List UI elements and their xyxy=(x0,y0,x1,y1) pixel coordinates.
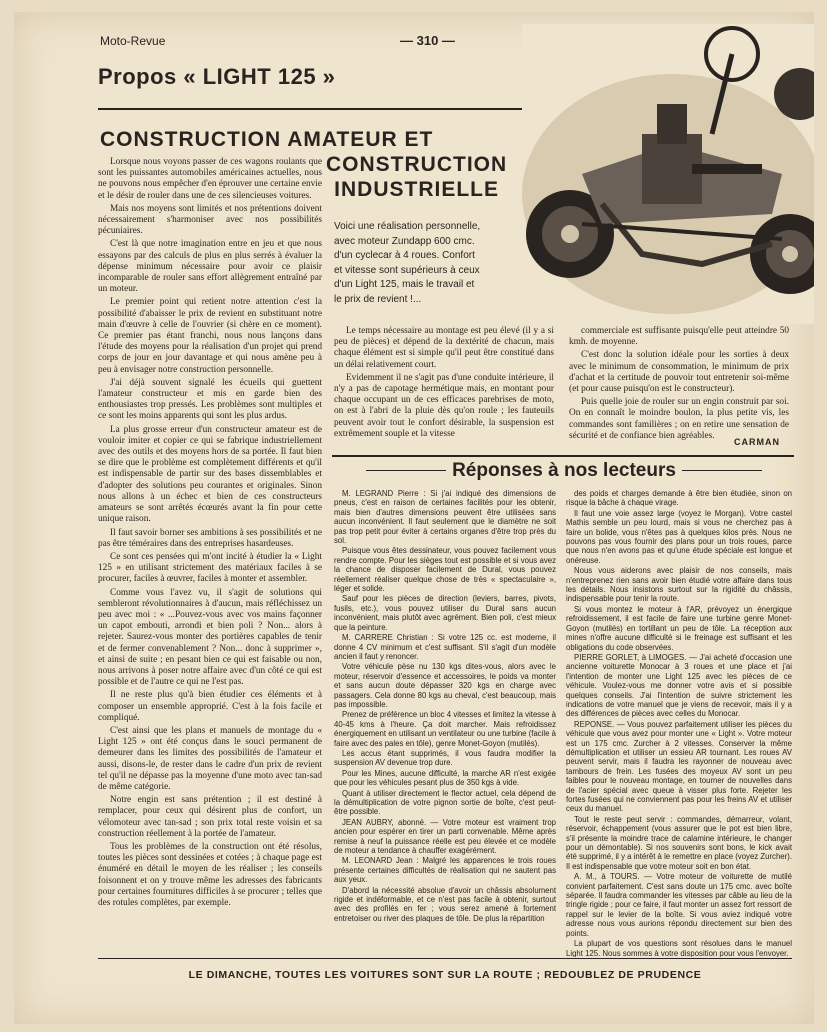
response-paragraph: Tout le reste peut servir : commandes, démarreur, volant, réservoir, échappement (vous assurer que le pot est bien libre, s'il présente la moindre trace de calamine intérieure, le changer pour un démontable). Si nos souvenirs sont bons, le kick avait été supprimé, il y a intérêt à le remettre en place (voyez Zurcher). Il est indispensable que votre moteur soit en bon état. xyxy=(566,814,792,871)
paragraph: C'est donc la solution idéale pour les sorties à deux avec le minimum de consommation, le minimum de prix d'achat et la certitude de pouvoir tout entretenir soi-même (et pour cause puisqu'on est le constructeur). xyxy=(569,350,789,395)
response-paragraph: M. LEGRAND Pierre : Si j'ai indiqué des dimensions de pneus, c'est en raison de certaines facilités pour les obtenir, mais bien d'autres dimensions peuvent être utilisées sans aucun inconvénient. Il faut seulement que le diamètre ne soit pas trop petit pour éviter à certains organes d'être trop près du sol. xyxy=(334,489,556,546)
responses-top-rule xyxy=(332,455,794,457)
paragraph: Comme vous l'avez vu, il s'agit de solutions qui sembleront révolutionnaires à d'aucun, mais réfléchissez un peu avec moi : « ...Pouvez-vous avec vos mains façonner un capot embouti, arrondi et bien poli ? Non... alors à rejeter. Saurez-vous monter des portières capables de tenir et de fermer convenablement ? Non... donc à supprimer », et ainsi de suite ; en pesant bien ce qui est faisable ou non, nous arrivons à poser notre affaire avec d'un côté ce qui est possible et de l'autre ce qui ne l'est pas. xyxy=(98,587,322,688)
magazine-name: Moto-Revue xyxy=(100,34,166,48)
page-number: — 310 — xyxy=(400,33,455,48)
paragraph: Evidemment il ne s'agit pas d'une conduite intérieure, il n'y a pas de capotage hermétique mais, en montant pour chaque occupant un de ces efficaces parebrises de moto, on est à l'abri de la pluie dès qu'on roule ; les fauteuils peuvent avoir tout le confort désirable, la suspension est extrêmement souple et la vitesse xyxy=(334,372,554,439)
responses-title: Réponses à nos lecteurs xyxy=(452,460,676,481)
article-column-3 xyxy=(569,326,789,450)
article-signature: CARMAN xyxy=(734,437,780,447)
response-paragraph: Puisque vous êtes dessinateur, vous pouvez facilement vous rendre compte. Pour les sièges tout est possible et si vous avez la chance de disposer facilement de Dural, vous pouvez réellement réaliser quelque chose de très « spectaculaire », léger et solide. xyxy=(334,546,556,594)
response-paragraph: Si vous montez le moteur à l'AR, prévoyez un énergique refroidissement, il est facile de faire une turbine genre Monet-Goyon (mutilés) en tortillant un peu de tôle. La réception aux mines n'offre aucune difficulté si le freinage est suffisant et les obligations du code observées. xyxy=(566,604,792,652)
article-title-line1: CONSTRUCTION AMATEUR ET xyxy=(100,128,434,151)
article-intro xyxy=(334,220,484,307)
paragraph: Il ne reste plus qu'à bien étudier ces éléments et à composer un ensemble approprié. C'est à la fois facile et compliqué. xyxy=(98,690,322,723)
response-paragraph: Prenez de préférence un bloc 4 vitesses et limitez la vitesse à 40-45 kms à l'heure. Ça doit marcher. Mais refroidissez énergiquement en utilisant un ventilateur ou une turbine (facile à faire avec des pales en tôle), genre Monet-Goyon (mutilés). xyxy=(334,710,556,748)
response-paragraph: Votre véhicule pèse nu 130 kgs dites-vous, alors avec le moteur, réservoir d'essence et accessoires, le poids va monter et sans aucun doute dépasser 320 kgs en charge avec passagers. Cela donne 80 kgs au cheval, c'est beaucoup, mais pas impossible. xyxy=(334,662,556,709)
paragraph: Puis quelle joie de rouler sur un engin construit par soi. On en connaît le moindre boulon, la plus petite vis, les commandes sont familières ; on en retire une sensation de sécurité et de confiance bien agréables. xyxy=(569,397,789,441)
article-title-line3: INDUSTRIELLE xyxy=(334,178,499,201)
response-paragraph: D'abord la nécessité absolue d'avoir un châssis absolument rigide et indéformable, et ce n'est pas facile à obtenir, surtout avec des profilés en fer ; vous serez amené à fortement entretoiser ou river des plaques de tôle. De plus la répartition xyxy=(334,885,556,923)
article-title-line2: CONSTRUCTION xyxy=(326,153,508,176)
footer-slogan: LE DIMANCHE, TOUTES LES VOITURES SONT SUR LA ROUTE ; REDOUBLEZ DE PRUDENCE xyxy=(188,969,702,981)
paragraph: Le premier point qui retient notre attention c'est la possibilité d'abaisser le prix de revient en substituant notre main d'œuvre à celle de l'ouvrier (si chère en ce moment). Ce premier pas étant franchi, nous nous lançons dans l'étude des moyens pour la réalisation d'un projet qui prend corps de jour en jour davantage et qui nous amène peu à peu à envisager notre construction personnelle. xyxy=(98,297,322,375)
response-paragraph: PIERRE GORLET, à LIMOGES. — J'ai acheté d'occasion une ancienne voiturette Monocar à 3 roues et une place et j'ai l'intention de monter une Light 125 avec les pièces de ce véhicule. Voulez-vous me donner votre avis et si possible quelques conseils. J'ai l'intention de suivre strictement les indications de votre manuel que je viens de recevoir, mais il y a des différences de pièces avec celles du Monocar. xyxy=(566,652,792,719)
responses-column-2 xyxy=(566,489,792,957)
footer-rule xyxy=(98,958,792,959)
response-paragraph: JEAN AUBRY, abonné. — Votre moteur est vraiment trop ancien pour espérer en tirer un parti convenable. Même après remise à neuf la puissance réelle est peu élevée et ce modèle de moteur a tendance à chauffer exagérément. xyxy=(334,817,556,856)
section-title: Propos « LIGHT 125 » xyxy=(98,64,336,89)
response-paragraph: Pour les Mines, aucune difficulté, la marche AR n'est exigée que pour les véhicules pesant plus de 350 kgs à vide. xyxy=(334,768,556,788)
response-paragraph: Il faut une voie assez large (voyez le Morgan). Votre castel Mathis semble un peu lourd, mais si vous ne cherchez pas à faire un bolide, vous n'êtes pas à quelques kilos près. Nous ne pouvons pas vous fournir des plans pour un trois roues, parce que nous n'en avons pas et qu'une étude spéciale est longue et onéreuse. xyxy=(566,508,792,565)
response-paragraph: A. M., à TOURS. — Votre moteur de voiturette de mutilé convient parfaitement. C'est sans doute un 175 cmc. avec boîte séparée. Il faudra commander les vitesses par câble au lieu de la tringle rigide ; pour ce faire, il faut monter un assez fort ressort de rappel sur le levier de la boîte. Si vous aviez indiqué votre adresse nous vous aurions répondu directement sur bien des points. xyxy=(566,872,792,938)
cyclecar-chassis-photo xyxy=(522,24,814,324)
paragraph: Mais nos moyens sont limités et nos prétentions doivent nécessairement s'harmoniser avec nos possibilités pécuniaires. xyxy=(98,203,322,237)
response-paragraph: des poids et charges demande à être bien étudiée, sinon on risque la bâche à chaque virage. xyxy=(566,489,792,508)
responses-title-block xyxy=(334,460,794,482)
paragraph: Tous les problèmes de la construction ont été résolus, toutes les pièces sont dessinées et cotées ; à chaque page est énuméré en détail le moyen de les réaliser ; les conseils foisonnent et on y trouve même les adresses des fabricants pour certaines fournitures difficiles à se procurer ; telles que des rotules complètes, par exemple. xyxy=(98,841,322,908)
paragraph: Il faut savoir borner ses ambitions à ses possibilités et ne pas être téméraires dans des entreprises hasardeuses. xyxy=(98,527,322,549)
paragraph: La plus grosse erreur d'un constructeur amateur est de vouloir imiter et copier ce qui se fabrique industriellement avec des outils et des moyens hors de sa portée. Il faut bien se dire que le problème est complètement différents et qu'il est indispensable de partir sur des bases dissemblables et d'adopter des solutions peu courantes et originales. Sinon nous allons à un échec et bien de ces constructeurs amateurs se sont arrêtés écœurés avant la fin pour cette unique raison. xyxy=(98,424,322,525)
article-title-block xyxy=(326,152,507,202)
response-paragraph: Quant à utiliser directement le flector actuel, cela dépend de la démultiplication de votre pignon sortie de boîte, c'est peut-être possible. xyxy=(334,788,556,817)
paragraph: Le temps nécessaire au montage est peu élevé (il y a si peu de pièces) et dépend de la dextérité de chacun, mais chaque élément est si simple qu'il peut être constitué dans un délai relativement court. xyxy=(334,326,554,370)
response-paragraph: La plupart de vos questions sont résolues dans le manuel Light 125. Nous sommes à votre disposition pour vous l'envoyer. xyxy=(566,939,792,957)
response-paragraph: M. CARRERE Christian : Si votre 125 cc. est moderne, il donne 4 CV minimum et c'est suffisant. S'il s'agit d'un modèle ancien il faut y renoncer. xyxy=(334,633,556,661)
section-title-underline xyxy=(98,108,542,110)
article-column-1 xyxy=(98,157,322,967)
responses-column-1 xyxy=(334,489,556,957)
paragraph: C'est là que notre imagination entre en jeu et que nous essayons par des calculs de plus en plus serrés à évaluer la dépense minimum nécessaire pour avoir ce plaisir incomparable de rouler sans effort allègrement entraîné par un moteur. xyxy=(98,239,322,295)
paragraph: commerciale est suffisante puisqu'elle peut atteindre 50 kmh. de moyenne. xyxy=(569,326,789,348)
paragraph: Notre engin est sans prétention ; il est destiné à remplacer, pour ceux qui désirent plus de confort, un vélomoteur avec tan-sad ; son prix total reste voisin et sa construction réellement à la portée de l'amateur. xyxy=(98,795,322,839)
paragraph: Lorsque nous voyons passer de ces wagons roulants que sont les puissantes automobiles américaines actuelles, nous ne pouvons nous empêcher d'en éprouver une certaine envie et le désir de rouler dans une de ces silencieuses voitures. xyxy=(98,157,322,201)
paragraph: J'ai déjà souvent signalé les écueils qui guettent l'amateur constructeur et mis en garde bien des enthousiastes trop pressés. Les problèmes sont multiples et ce sont les moins apparents qui sont les plus ardus. xyxy=(98,377,322,422)
response-paragraph: M. LEONARD Jean : Malgré les apparences le trois roues présente certaines difficultés de réalisation qui ne sautent pas aux yeux. xyxy=(334,856,556,885)
intro-text: Voici une réalisation personnelle, avec moteur Zundapp 600 cmc. d'un cyclecar à 4 roues. Confort et vitesse sont supérieurs à ceux d'un Light 125, mais le travail et le prix de revient !... xyxy=(334,221,481,305)
magazine-page xyxy=(14,12,814,1024)
response-paragraph: Sauf pour les pièces de direction (leviers, barres, pivots, fusils, etc.), vous pouvez utiliser du Dural sans aucun inconvénient, mais plutôt avec agrément. Bien poli, c'est mieux que la peinture. xyxy=(334,594,556,632)
paragraph: Ce sont ces pensées qui m'ont incité à étudier la « Light 125 » en utilisant strictement des matériaux faciles à se procurer, faciles à œuvrer, faciles à monter et assembler. xyxy=(98,551,322,585)
title-rule-left xyxy=(366,470,446,471)
response-paragraph: REPONSE. — Vous pouvez parfaitement utiliser les pièces du véhicule que vous avez pour monter une « Light ». Votre moteur est un 175 cmc. Zurcher à 2 vitesses. Conserver la même démultiplication et utiliser un essieu AR tournant. Les roues AV peuvent servir, mais il faudra les rayonner de nouveau avec tambours de frein. Les fusées des moyeux AV sont un peu faibles pour le nouveau montage, en tourner de nouvelles dans de l'acier spécial avec queue à visser plus forte. Rejeter les fortes fusées qui ne conviennent pas pour les freins AV et utiliser ceux du manuel. xyxy=(566,719,792,814)
response-paragraph: Nous vous aiderons avec plaisir de nos conseils, mais n'entreprenez rien sans avoir bien étudié votre affaire dans tous les détails. Nous insistons surtout sur la rigidité du châssis, indispensable pour tenir la route. xyxy=(566,566,792,604)
title-rule-right xyxy=(682,470,762,471)
response-paragraph: Les accus étant supprimés, il vous faudra modifier la suspension AV devenue trop dure. xyxy=(334,748,556,768)
paragraph: C'est ainsi que les plans et manuels de montage du « Light 125 » ont été conçus dans le souci permanent de demeurer dans les limites des possibilités de l'amateur et aussi, disons-le, de rester dans le cadre d'un prix de revient tel qu'il ne dépasse pas la moyenne d'une moto avec tan-sad de même catégorie. xyxy=(98,725,322,792)
article-column-2 xyxy=(334,326,554,458)
